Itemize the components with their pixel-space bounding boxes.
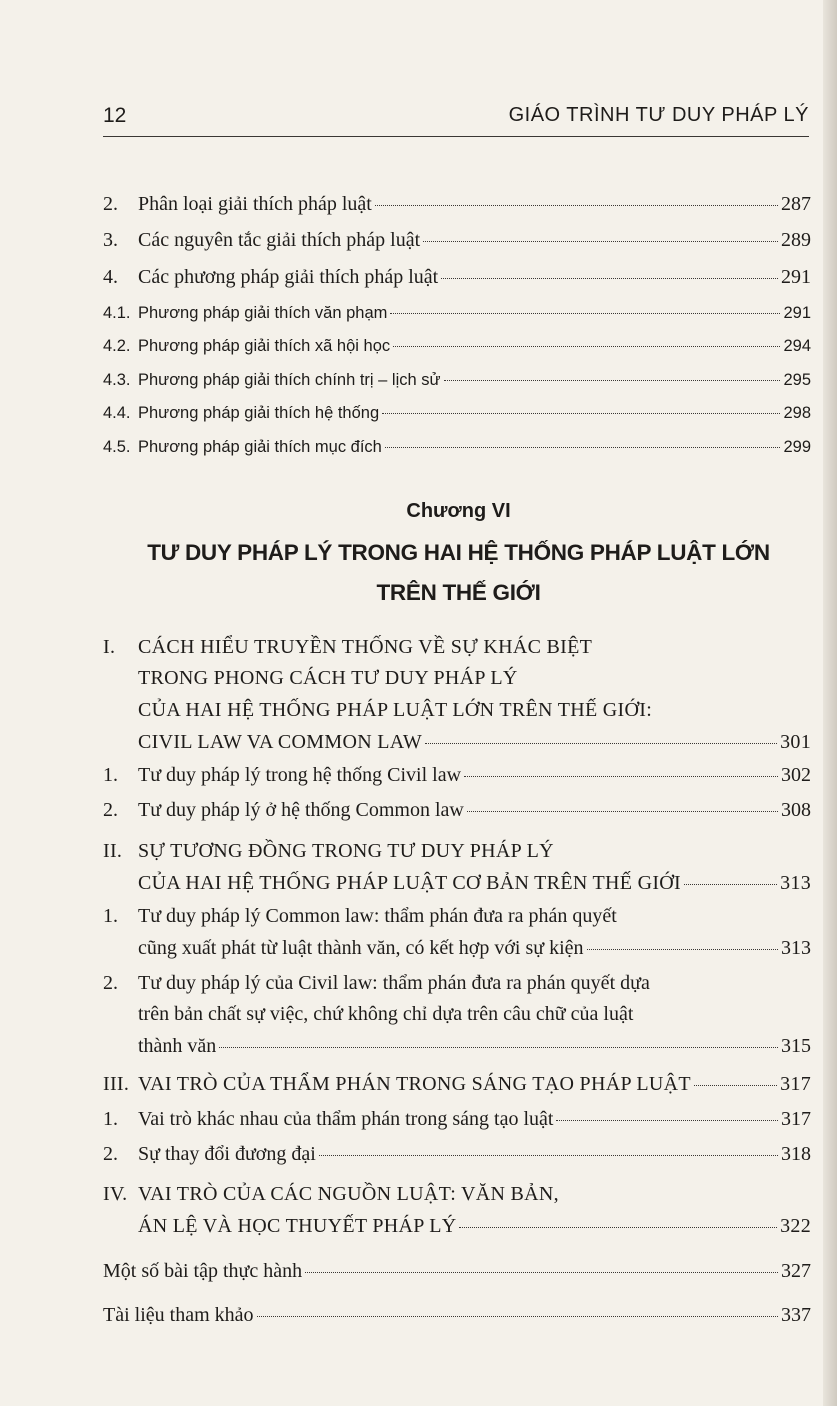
- toc-entry-title-line: Tư duy pháp lý Common law: thẩm phán đưa ra phán quyết: [138, 905, 617, 927]
- toc-entry-title: Tư duy pháp lý trong hệ thống Civil law: [138, 764, 462, 786]
- toc-subentry[interactable]: [103, 371, 811, 390]
- toc-entry-number: 4.: [103, 266, 118, 288]
- toc-subentry-page: 299: [783, 438, 811, 456]
- dot-leader: [444, 380, 781, 381]
- dot-leader: [423, 241, 778, 242]
- dot-leader: [464, 776, 778, 777]
- toc-entry-page: 317: [781, 1108, 811, 1130]
- page-edge-shadow: [823, 0, 837, 1406]
- toc-subentry-page: 294: [783, 337, 811, 355]
- section-title-line: CÁCH HIỂU TRUYỀN THỐNG VỀ SỰ KHÁC BIỆT: [138, 636, 593, 658]
- toc-entry-title: Các nguyên tắc giải thích pháp luật: [138, 229, 421, 251]
- toc-entry-title: Tài liệu tham khảo: [103, 1304, 254, 1326]
- dot-leader: [319, 1155, 778, 1156]
- toc-entry-number: 1.: [103, 905, 118, 927]
- dot-leader: [441, 278, 778, 279]
- section-title-line: CỦA HAI HỆ THỐNG PHÁP LUẬT LỚN TRÊN THẾ GIỚI:: [138, 699, 653, 721]
- section-title-line: CỦA HAI HỆ THỐNG PHÁP LUẬT CƠ BẢN TRÊN THẾ GIỚI: [138, 872, 681, 894]
- toc-subentry-number: 4.5.: [103, 438, 131, 456]
- chapter-label: Chương VI: [406, 500, 511, 522]
- dot-leader: [467, 811, 778, 812]
- toc-subentry-title: Phương pháp giải thích mục đích: [138, 438, 382, 456]
- toc-subentry-number: 4.1.: [103, 304, 131, 322]
- toc-entry-title: Phân loại giải thích pháp luật: [138, 193, 372, 215]
- toc-subentry[interactable]: [103, 404, 811, 423]
- dot-leader: [425, 743, 777, 744]
- dot-leader: [375, 205, 778, 206]
- toc-subentry-number: 4.3.: [103, 371, 131, 389]
- toc-entry-page: 302: [781, 764, 811, 786]
- dot-leader: [382, 413, 780, 414]
- dot-leader: [684, 884, 777, 885]
- toc-subentry[interactable]: [103, 438, 811, 457]
- toc-entry[interactable]: [103, 799, 811, 822]
- toc-entry-page: 308: [781, 799, 811, 821]
- running-header: [103, 96, 809, 140]
- section-title-line: VAI TRÒ CỦA CÁC NGUỒN LUẬT: VĂN BẢN,: [138, 1183, 559, 1205]
- toc-entry-multiline[interactable]: [103, 905, 811, 969]
- toc-entry-exercises[interactable]: [103, 1260, 811, 1283]
- toc-entry-page: 315: [781, 1035, 811, 1057]
- dot-leader: [390, 313, 780, 314]
- toc-entry-page: 313: [781, 937, 811, 959]
- toc-entry-title-line: thành văn: [138, 1035, 217, 1057]
- chapter-title-line-1: TƯ DUY PHÁP LÝ TRONG HAI HỆ THỐNG PHÁP LUẬT LỚN: [147, 540, 770, 565]
- toc-entry-multiline[interactable]: [103, 972, 811, 1068]
- toc-entry[interactable]: [103, 1143, 811, 1166]
- toc-entry-title-line: trên bản chất sự việc, chứ không chỉ dựa trên câu chữ của luật: [138, 1003, 634, 1025]
- toc-entry-title: Vai trò khác nhau của thẩm phán trong sáng tạo luật: [138, 1108, 554, 1130]
- toc-entry-title: Sự thay đổi đương đại: [138, 1143, 316, 1165]
- section-number: III.: [103, 1073, 130, 1095]
- toc-subentry-number: 4.4.: [103, 404, 131, 422]
- section-title-line: TRONG PHONG CÁCH TƯ DUY PHÁP LÝ: [138, 667, 518, 689]
- dot-leader: [393, 346, 780, 347]
- dot-leader: [305, 1272, 778, 1273]
- dot-leader: [587, 949, 778, 950]
- toc-entry[interactable]: [103, 229, 811, 252]
- toc-section-3[interactable]: [103, 1073, 811, 1096]
- toc-section-1[interactable]: [103, 636, 811, 761]
- toc-subentry[interactable]: [103, 304, 811, 323]
- chapter-title-line-2: TRÊN THẾ GIỚI: [376, 580, 541, 605]
- toc-entry-number: 2.: [103, 1143, 118, 1165]
- header-rule: [103, 136, 809, 137]
- dot-leader: [459, 1227, 777, 1228]
- dot-leader: [257, 1316, 778, 1317]
- section-page: 301: [780, 731, 811, 753]
- toc-entry-title-line: Tư duy pháp lý của Civil law: thẩm phán đưa ra phán quyết dựa: [138, 972, 650, 994]
- toc-entry[interactable]: [103, 193, 811, 216]
- section-number: IV.: [103, 1183, 128, 1205]
- section-number: II.: [103, 840, 123, 862]
- toc-entry-page: 337: [781, 1304, 811, 1326]
- toc-subentry-page: 295: [783, 371, 811, 389]
- section-page: 322: [780, 1215, 811, 1237]
- toc-subentry-page: 298: [783, 404, 811, 422]
- toc-subentry-title: Phương pháp giải thích chính trị – lịch sử: [138, 371, 441, 389]
- section-title-line: ÁN LỆ VÀ HỌC THUYẾT PHÁP LÝ: [138, 1215, 457, 1237]
- page-number: 12: [103, 104, 127, 127]
- book-title: GIÁO TRÌNH TƯ DUY PHÁP LÝ: [508, 104, 809, 126]
- toc-entry[interactable]: [103, 1108, 811, 1131]
- section-title-line: SỰ TƯƠNG ĐỒNG TRONG TƯ DUY PHÁP LÝ: [138, 840, 554, 862]
- toc-entry-number: 1.: [103, 1108, 118, 1130]
- toc-entry-number: 3.: [103, 229, 118, 251]
- toc-section-2[interactable]: [103, 840, 811, 902]
- section-page: 317: [780, 1073, 811, 1095]
- section-title: VAI TRÒ CỦA THẨM PHÁN TRONG SÁNG TẠO PHÁP LUẬT: [138, 1073, 691, 1095]
- dot-leader: [219, 1047, 778, 1048]
- toc-entry-page: 289: [781, 229, 811, 251]
- toc-section-4[interactable]: [103, 1183, 811, 1245]
- dot-leader: [694, 1085, 777, 1086]
- toc-entry-title-line: cũng xuất phát từ luật thành văn, có kết hợp với sự kiện: [138, 937, 584, 959]
- toc-entry-page: 287: [781, 193, 811, 215]
- toc-subentry-page: 291: [783, 304, 811, 322]
- toc-subentry-title: Phương pháp giải thích hệ thống: [138, 404, 380, 422]
- dot-leader: [556, 1120, 778, 1121]
- section-title-line: CIVIL LAW VA COMMON LAW: [138, 731, 423, 753]
- toc-entry-title: Tư duy pháp lý ở hệ thống Common law: [138, 799, 464, 821]
- toc-entry[interactable]: [103, 266, 811, 289]
- toc-entry-number: 2.: [103, 799, 118, 821]
- toc-entry-page: 318: [781, 1143, 811, 1165]
- toc-entry-title: Các phương pháp giải thích pháp luật: [138, 266, 439, 288]
- toc-subentry[interactable]: [103, 337, 811, 356]
- section-page: 313: [780, 872, 811, 894]
- dot-leader: [385, 447, 781, 448]
- section-number: I.: [103, 636, 116, 658]
- toc-subentry-title: Phương pháp giải thích văn phạm: [138, 304, 388, 322]
- toc-entry-page: 327: [781, 1260, 811, 1282]
- toc-entry[interactable]: [103, 764, 811, 787]
- toc-entry-title: Một số bài tập thực hành: [103, 1260, 303, 1282]
- toc-entry-number: 1.: [103, 764, 118, 786]
- toc-subentry-title: Phương pháp giải thích xã hội học: [138, 337, 391, 355]
- toc-entry-number: 2.: [103, 972, 118, 994]
- toc-subentry-number: 4.2.: [103, 337, 131, 355]
- toc-entry-number: 2.: [103, 193, 118, 215]
- toc-entry-references[interactable]: [103, 1304, 811, 1327]
- toc-entry-page: 291: [781, 266, 811, 288]
